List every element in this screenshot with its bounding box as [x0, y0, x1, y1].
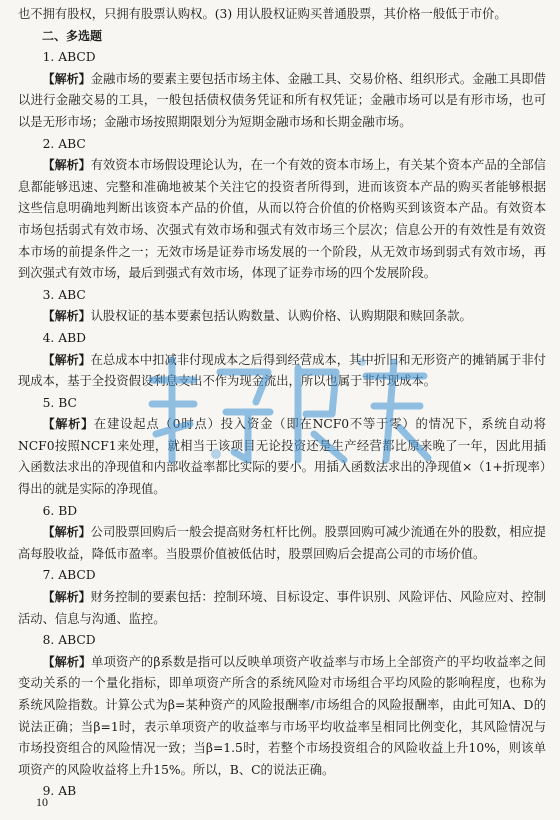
analysis-tag: 【解析】	[42, 158, 91, 173]
page-content	[18, 4, 546, 803]
answer-8: 8. ABCD	[42, 633, 96, 648]
answer-6: 6. BD	[42, 503, 78, 518]
answer-2: 2. ABC	[42, 136, 86, 151]
explanation-1	[18, 69, 546, 134]
intro-line: 也不拥有股权，只拥有股票认购权。(3) 用认股权证购买普通股票，其价格一般低于市价。	[18, 7, 507, 21]
explanation-text: 有效资本市场假设理论认为，在一个有效的资本市场上，有关某个资本产品的全部信息都能够迅速、完整和准确地被某个关注它的投资者所得到，进而该资本产品的购买者能够根据这些信息明确地判断出该资本产品的价值，从而以符合价值的价格购买到该资本产品。有效资本市场包括弱式有效市场、次强式有效市场和强式有效市场三个层次；信息公开的有效性是有效资本市场的前提条件之一；无效市场是证券市场发展的一个阶段，从无效市场到弱式有效市场，再到次强式有效市场，最后到强式有效市场，体现了证券市场的四个发展阶段。	[18, 158, 546, 281]
analysis-tag: 【解析】	[42, 654, 92, 669]
answer-4: 4. ABD	[42, 330, 87, 345]
page-number: 10	[36, 795, 48, 809]
answer-3: 3. ABC	[42, 287, 86, 302]
analysis-tag: 【解析】	[42, 590, 91, 605]
analysis-tag: 【解析】	[42, 352, 91, 367]
explanation-3	[18, 306, 546, 328]
explanation-2	[18, 155, 546, 285]
explanation-text: 在总成本中扣减非付现成本之后得到经营成本，其中折旧和无形资产的摊销属于非付现成本，基于全投资假设利息支出不作为现金流出，所以也属于非付现成本。	[18, 352, 546, 389]
answer-5: 5. BC	[42, 395, 77, 410]
explanation-8	[18, 652, 546, 782]
explanation-5	[18, 414, 546, 500]
answer-1: 1. ABCD	[42, 50, 96, 65]
explanation-6	[18, 522, 546, 565]
explanation-text: 认股权证的基本要素包括认购数量、认购价格、认购期限和赎回条款。	[90, 309, 472, 324]
explanation-7	[18, 587, 546, 630]
explanation-4	[18, 350, 546, 393]
explanation-text: 金融市场的要素主要包括市场主体、金融工具、交易价格、组织形式。金融工具即借以进行金融交易的工具，一般包括债权债务凭证和所有权凭证；金融市场可以是有形市场，也可以是无形市场；金融市场按照期限划分为短期金融市场和长期金融市场。	[18, 71, 546, 129]
explanation-text: 在建设起点（0时点）投入资金（即在NCF0不等于零）的情况下，系统自动将NCF0按照NCF1来处理，就相当于该项目无论投资还是生产经营都比原来晚了一年，因此用插入函数法求出的净现值和内部收益率都比实际的要小。用插入函数法求出的净现值×（1+折现率）得出的就是实际的净现值。	[18, 417, 546, 497]
explanation-text: 财务控制的要素包括：控制环境、目标设定、事件识别、风险评估、风险应对、控制活动、信息与沟通、监控。	[18, 590, 546, 626]
analysis-tag: 【解析】	[42, 525, 91, 540]
explanation-text: 单项资产的β系数是指可以反映单项资产收益率与市场上全部资产的平均收益率之间变动关系的一个量化指标，即单项资产所含的系统风险对市场组合平均风险的影响程度，也称为系统风险指数。计算公式为β=某种资产的风险报酬率/市场组合的风险报酬率，由此可知A、D的说法正确；当β=1时，表示单项资产的收益率与市场平均收益率呈相同比例变化，其风险情况与市场投资组合的风险情况一致；当β=1.5时，若整个市场投资组合的风险收益上升10%，则该单项资产的风险收益将上升15%。所以，B、C的说法正确。	[18, 654, 546, 777]
answer-7: 7. ABCD	[42, 568, 96, 583]
analysis-tag: 【解析】	[42, 309, 91, 324]
analysis-tag: 【解析】	[42, 71, 91, 86]
analysis-tag: 【解析】	[42, 417, 94, 432]
answer-9: 9. AB	[42, 784, 77, 799]
section-heading: 二、多选题	[42, 28, 103, 43]
explanation-text: 公司股票回购后一般会提高财务杠杆比例。股票回购可减少流通在外的股数，相应提高每股收益，降低市盈率。当股票价值被低估时，股票回购后会提高公司的市场价值。	[18, 525, 546, 561]
